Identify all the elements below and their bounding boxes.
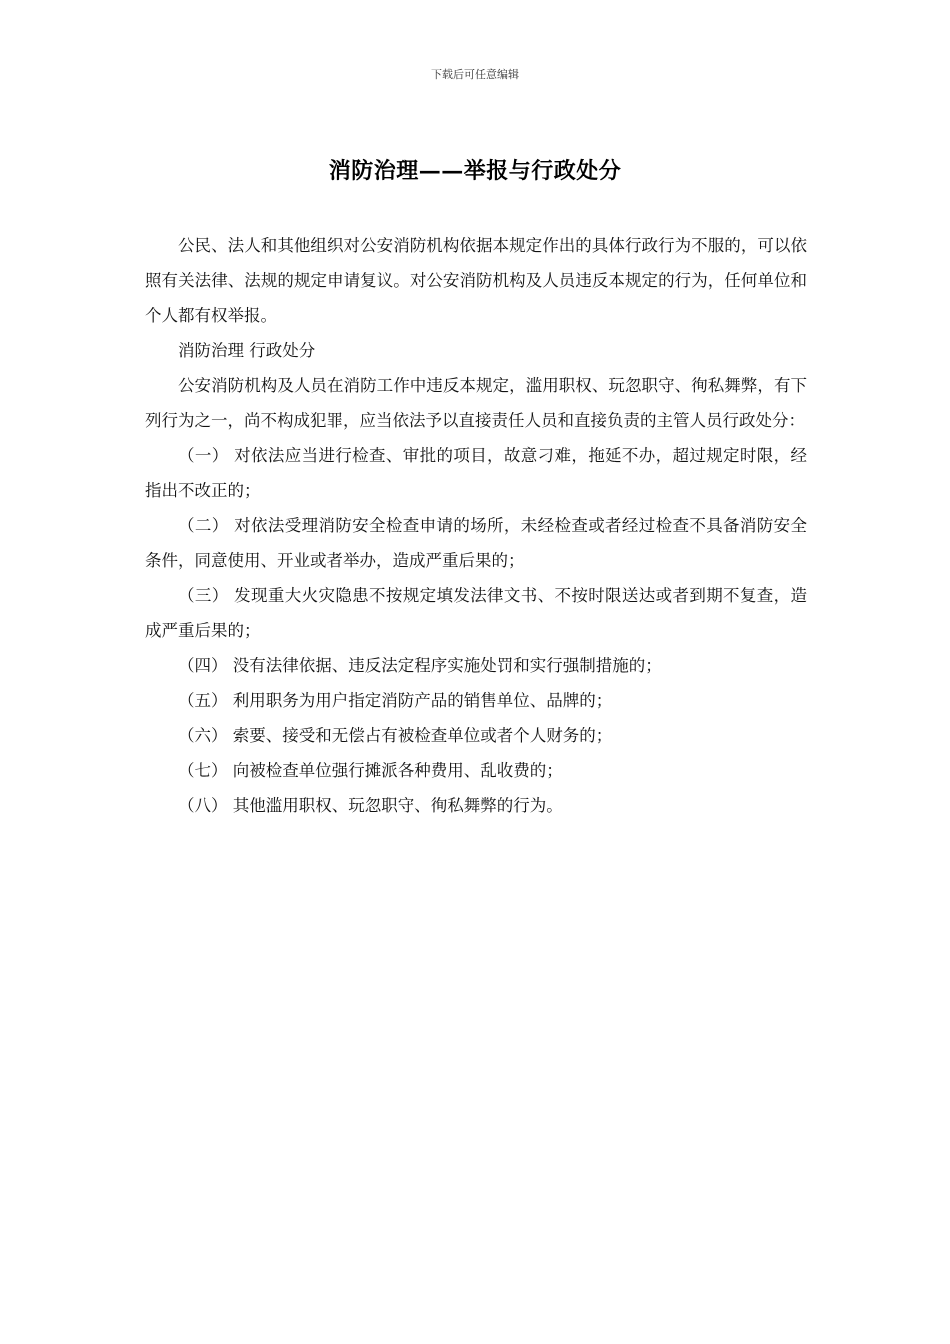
header-note: 下载后可任意编辑: [431, 68, 519, 81]
paragraph-sanctions-intro: 公安消防机构及人员在消防工作中违反本规定，滥用职权、玩忽职守、徇私舞弊，有下列行为之一，尚不构成犯罪，应当依法予以直接责任人员和直接负责的主管人员行政处分：: [145, 376, 807, 430]
list-item-5: （五） 利用职务为用户指定消防产品的销售单位、品牌的；: [178, 691, 613, 710]
list-item-1: （一） 对依法应当进行检查、审批的项目，故意刁难，拖延不办，超过规定时限，经指出不改正的；: [145, 446, 807, 500]
document-title: 消防治理——举报与行政处分: [328, 158, 622, 184]
section-heading: 消防治理 行政处分: [178, 341, 316, 360]
list-item-6: （六） 索要、接受和无偿占有被检查单位或者个人财务的；: [178, 726, 613, 745]
list-item-2: （二） 对依法受理消防安全检查申请的场所，未经检查或者经过检查不具备消防安全条件，同意使用、开业或者举办，造成严重后果的；: [145, 516, 807, 570]
list-item-8: （八） 其他滥用职权、玩忽职守、徇私舞弊的行为。: [178, 796, 563, 815]
list-item-3: （三） 发现重大火灾隐患不按规定填发法律文书、不按时限送达或者到期不复查，造成严重后果的；: [145, 586, 807, 640]
paragraph-appeal-and-report: 公民、法人和其他组织对公安消防机构依据本规定作出的具体行政行为不服的，可以依照有关法律、法规的规定申请复议。对公安消防机构及人员违反本规定的行为，任何单位和个人都有权举报。: [145, 236, 807, 325]
list-item-4: （四） 没有法律依据、违反法定程序实施处罚和实行强制措施的；: [178, 656, 662, 675]
list-item-7: （七） 向被检查单位强行摊派各种费用、乱收费的；: [178, 761, 563, 780]
document-body: [145, 228, 807, 823]
